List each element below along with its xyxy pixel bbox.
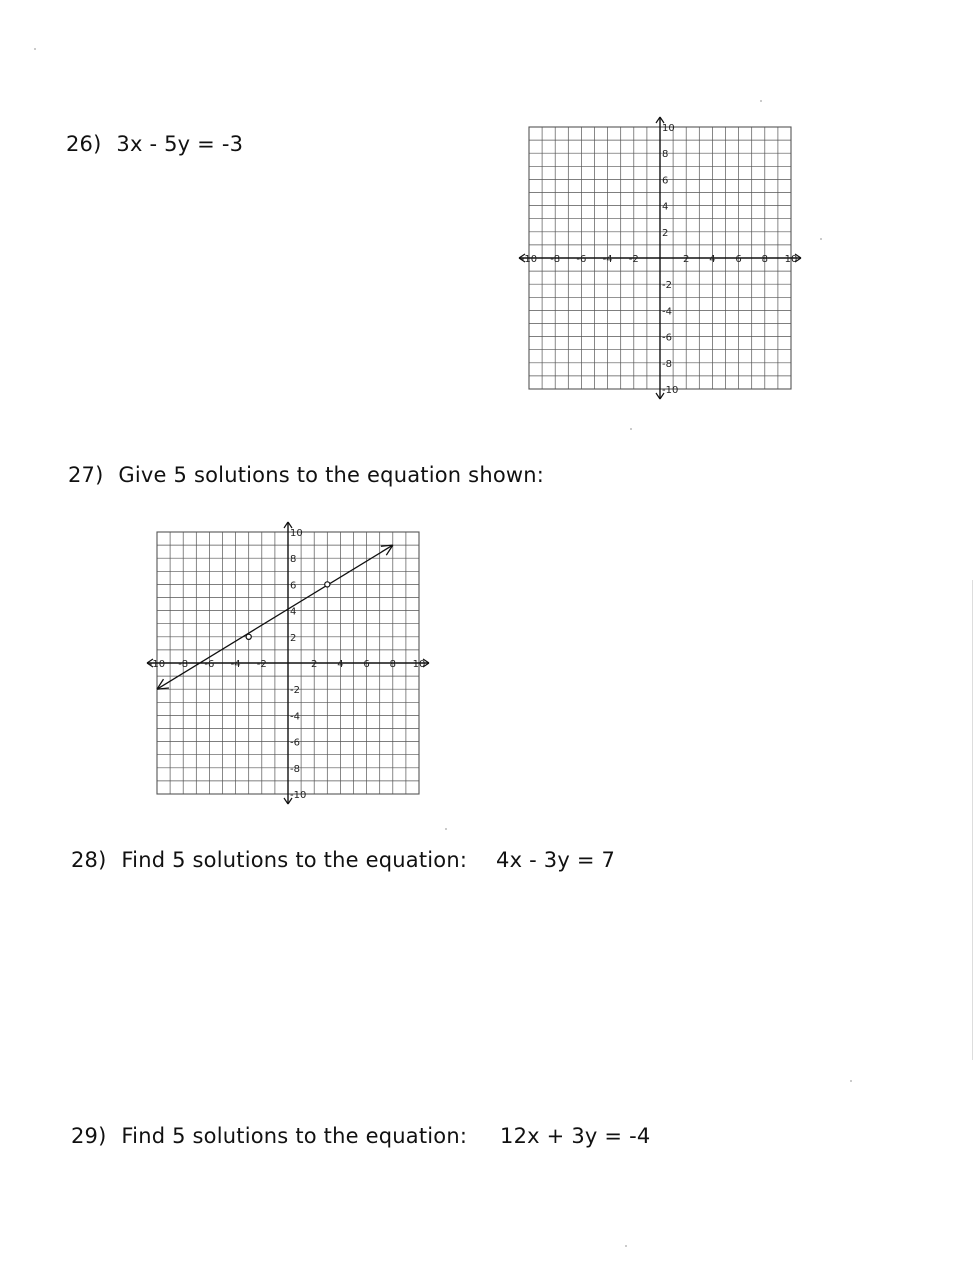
x-tick-label: 10 xyxy=(784,254,798,265)
x-tick-label: -10 xyxy=(148,659,166,670)
line-point xyxy=(325,582,330,587)
problem-equation: 4x - 3y = 7 xyxy=(496,848,616,872)
scan-edge xyxy=(972,580,973,1060)
y-tick-label: 2 xyxy=(662,227,669,239)
x-tick-label: -6 xyxy=(204,659,215,670)
x-tick-label: -8 xyxy=(178,659,189,670)
x-tick-label: 2 xyxy=(311,659,318,670)
problem-prompt: Find 5 solutions to the equation: xyxy=(121,848,468,872)
x-tick-label: -8 xyxy=(550,254,561,265)
y-tick-label: 10 xyxy=(290,528,303,539)
x-tick-label: 4 xyxy=(709,254,716,265)
y-tick-label: -4 xyxy=(662,306,672,318)
y-tick-label: 2 xyxy=(290,632,297,644)
y-tick-label: -8 xyxy=(662,358,672,370)
x-tick-label: 8 xyxy=(761,254,768,265)
y-tick-label: -10 xyxy=(290,790,307,801)
x-tick-label: 6 xyxy=(735,254,742,265)
problem-28 xyxy=(71,848,615,872)
problem-equation: 3x - 5y = -3 xyxy=(116,132,244,156)
x-tick-label: 6 xyxy=(363,659,370,670)
y-tick-label: -8 xyxy=(290,763,300,775)
problem-number: 26) xyxy=(66,132,102,156)
y-tick-label: 6 xyxy=(662,175,669,187)
problem-number: 27) xyxy=(68,463,104,487)
problem-number: 29) xyxy=(71,1124,107,1148)
y-tick-label: -4 xyxy=(290,711,300,723)
y-tick-label: -2 xyxy=(662,280,672,292)
x-tick-label: -2 xyxy=(628,254,639,265)
scan-speck xyxy=(820,238,822,240)
x-tick-label: 4 xyxy=(337,659,344,670)
problem-26 xyxy=(66,132,243,156)
x-tick-label: -6 xyxy=(576,254,587,265)
line-point xyxy=(246,634,251,639)
x-tick-label: -4 xyxy=(602,254,613,265)
y-tick-label: -6 xyxy=(662,332,672,344)
scan-speck xyxy=(760,100,762,102)
y-tick-label: -6 xyxy=(290,737,300,749)
scan-speck xyxy=(625,1245,627,1247)
coordinate-grid-27 xyxy=(143,518,433,808)
scan-speck xyxy=(445,828,447,830)
x-tick-label: -4 xyxy=(230,659,241,670)
problem-27 xyxy=(68,463,544,487)
problem-29 xyxy=(71,1124,650,1148)
x-tick-label: -10 xyxy=(520,254,538,265)
problem-equation: 12x + 3y = -4 xyxy=(500,1124,651,1148)
y-tick-label: 4 xyxy=(290,606,297,618)
scan-speck xyxy=(630,428,632,430)
x-tick-label: 10 xyxy=(412,659,426,670)
y-tick-label: 6 xyxy=(290,580,297,592)
x-tick-label: 2 xyxy=(683,254,690,265)
y-tick-label: 8 xyxy=(290,554,297,566)
coordinate-grid-26 xyxy=(515,113,805,403)
scan-speck xyxy=(34,48,36,50)
x-tick-label: 8 xyxy=(389,659,396,670)
y-tick-label: 10 xyxy=(662,123,675,134)
problem-prompt: Find 5 solutions to the equation: xyxy=(121,1124,468,1148)
x-tick-label: -2 xyxy=(256,659,267,670)
y-tick-label: -2 xyxy=(290,685,300,697)
y-tick-label: -10 xyxy=(662,385,679,396)
y-tick-label: 4 xyxy=(662,201,669,213)
scan-speck xyxy=(850,1080,852,1082)
problem-number: 28) xyxy=(71,848,107,872)
y-tick-label: 8 xyxy=(662,149,669,161)
problem-prompt: Give 5 solutions to the equation shown: xyxy=(118,463,545,487)
